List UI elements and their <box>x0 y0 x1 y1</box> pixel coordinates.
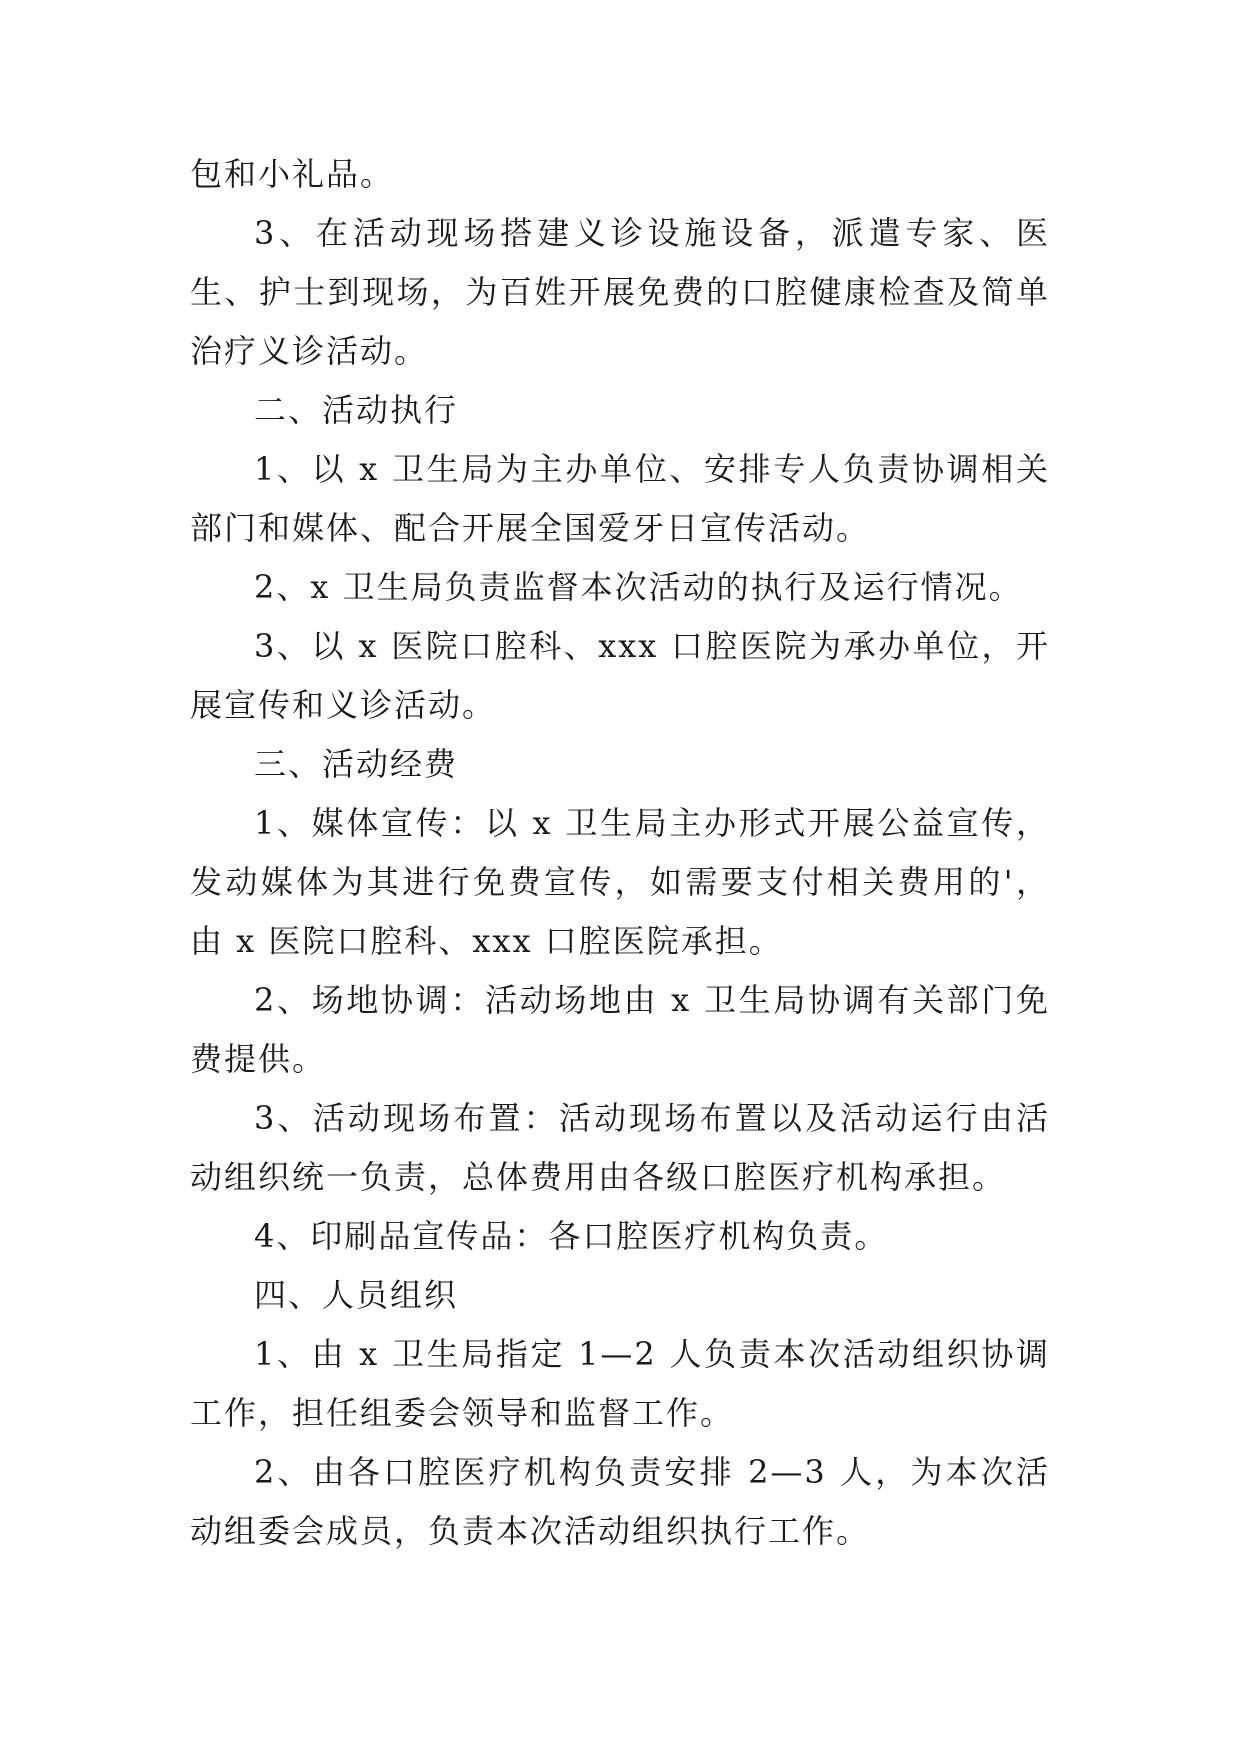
paragraph-item: 2、x 卫生局负责监督本次活动的执行及运行情况。 <box>254 568 1023 606</box>
section-heading: 三、活动经费 <box>254 745 459 783</box>
paragraph-item: 1、媒体宣传：以 x 卫生局主办形式开展公益宣传，发动媒体为其进行免费宣传，如需要支付相关费用的'，由 x 医院口腔科、xxx 口腔医院承担。 <box>190 804 1050 960</box>
document-body <box>190 145 1050 1561</box>
paragraph-item: 2、由各口腔医疗机构负责安排 2—3 人，为本次活动组委会成员，负责本次活动组织执行工作。 <box>190 1453 1050 1550</box>
paragraph-item: 3、以 x 医院口腔科、xxx 口腔医院为承办单位，开展宣传和义诊活动。 <box>190 627 1050 724</box>
section-heading: 二、活动执行 <box>254 391 459 429</box>
paragraph-item: 1、由 x 卫生局指定 1—2 人负责本次活动组织协调工作，担任组委会领导和监督工作。 <box>190 1335 1050 1432</box>
paragraph-item: 3、活动现场布置：活动现场布置以及活动运行由活动组织统一负责，总体费用由各级口腔医疗机构承担。 <box>190 1099 1050 1196</box>
paragraph-continuation: 包和小礼品。 <box>190 155 395 193</box>
paragraph-item: 4、印刷品宣传品：各口腔医疗机构负责。 <box>254 1217 889 1255</box>
section-heading: 四、人员组织 <box>254 1276 459 1314</box>
paragraph-item: 1、以 x 卫生局为主办单位、安排专人负责协调相关部门和媒体、配合开展全国爱牙日宣传活动。 <box>190 450 1050 547</box>
paragraph-item: 3、在活动现场搭建义诊设施设备，派遣专家、医生、护士到现场，为百姓开展免费的口腔健康检查及简单治疗义诊活动。 <box>190 214 1050 370</box>
paragraph-item: 2、场地协调：活动场地由 x 卫生局协调有关部门免费提供。 <box>190 981 1050 1078</box>
